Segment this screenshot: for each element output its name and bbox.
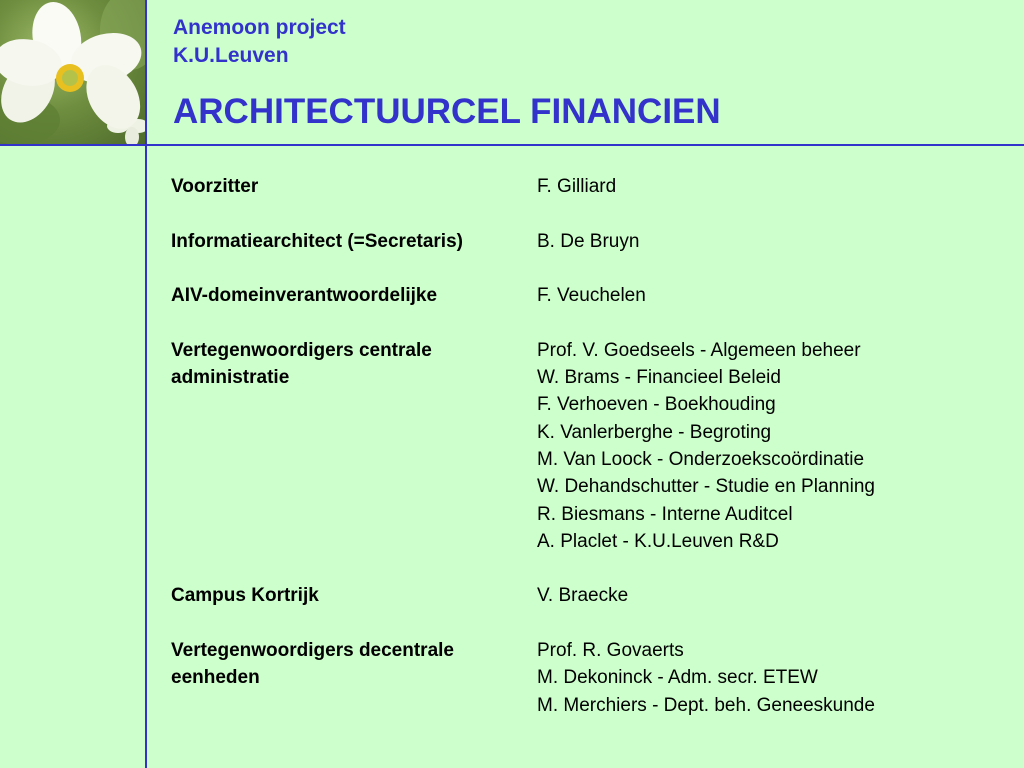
member-name: A. Placlet - K.U.Leuven R&D: [537, 530, 779, 552]
role-label: Campus Kortrijk: [171, 585, 319, 607]
organization-name: K.U.Leuven: [173, 44, 289, 67]
table-row: [171, 637, 1001, 719]
role-label: AIV-domeinverantwoordelijke: [171, 285, 438, 307]
member-name: M. Dekoninck - Adm. secr. ETEW: [537, 667, 818, 689]
member-names: [537, 582, 1001, 609]
member-name: W. Dehandschutter - Studie en Planning: [537, 476, 875, 498]
member-names: [537, 282, 1001, 309]
role-label: Vertegenwoordigers centrale administratie: [171, 339, 432, 389]
members-table: [171, 173, 1001, 746]
table-row: [171, 582, 1001, 609]
table-row: [171, 173, 1001, 200]
member-name: V. Braecke: [537, 585, 629, 607]
member-name: F. Gilliard: [537, 176, 617, 197]
flower-illustration: [0, 0, 145, 145]
member-name: K. Vanlerberghe - Begroting: [537, 421, 772, 443]
member-name: Prof. V. Goedseels - Algemeen beheer: [537, 339, 861, 361]
table-row: [171, 228, 1001, 255]
member-names: [537, 173, 1001, 200]
member-name: W. Brams - Financieel Beleid: [537, 367, 781, 389]
table-row: [171, 337, 1001, 555]
role-label: Vertegenwoordigers decentrale eenheden: [171, 640, 454, 689]
page-title: ARCHITECTUURCEL FINANCIEN: [173, 92, 721, 131]
member-name: M. Van Loock - Onderzoekscoördinatie: [537, 448, 865, 470]
role-label: Informatiearchitect (=Secretaris): [171, 230, 463, 252]
member-name: F. Verhoeven - Boekhouding: [537, 394, 776, 416]
project-name: Anemoon project: [173, 16, 346, 39]
member-names: [537, 337, 1001, 555]
vertical-divider: [145, 0, 147, 768]
table-row: [171, 282, 1001, 309]
header-subtitle: [173, 14, 346, 70]
role-label: Voorzitter: [171, 176, 259, 197]
member-name: B. De Bruyn: [537, 230, 640, 252]
anemone-flower-image: [0, 0, 145, 145]
member-names: [537, 637, 1001, 719]
member-name: R. Biesmans - Interne Auditcel: [537, 503, 793, 525]
member-name: Prof. R. Govaerts: [537, 640, 684, 662]
member-name: M. Merchiers - Dept. beh. Geneeskunde: [537, 694, 875, 716]
member-names: [537, 228, 1001, 255]
horizontal-divider: [0, 144, 1024, 146]
member-name: F. Veuchelen: [537, 285, 646, 307]
